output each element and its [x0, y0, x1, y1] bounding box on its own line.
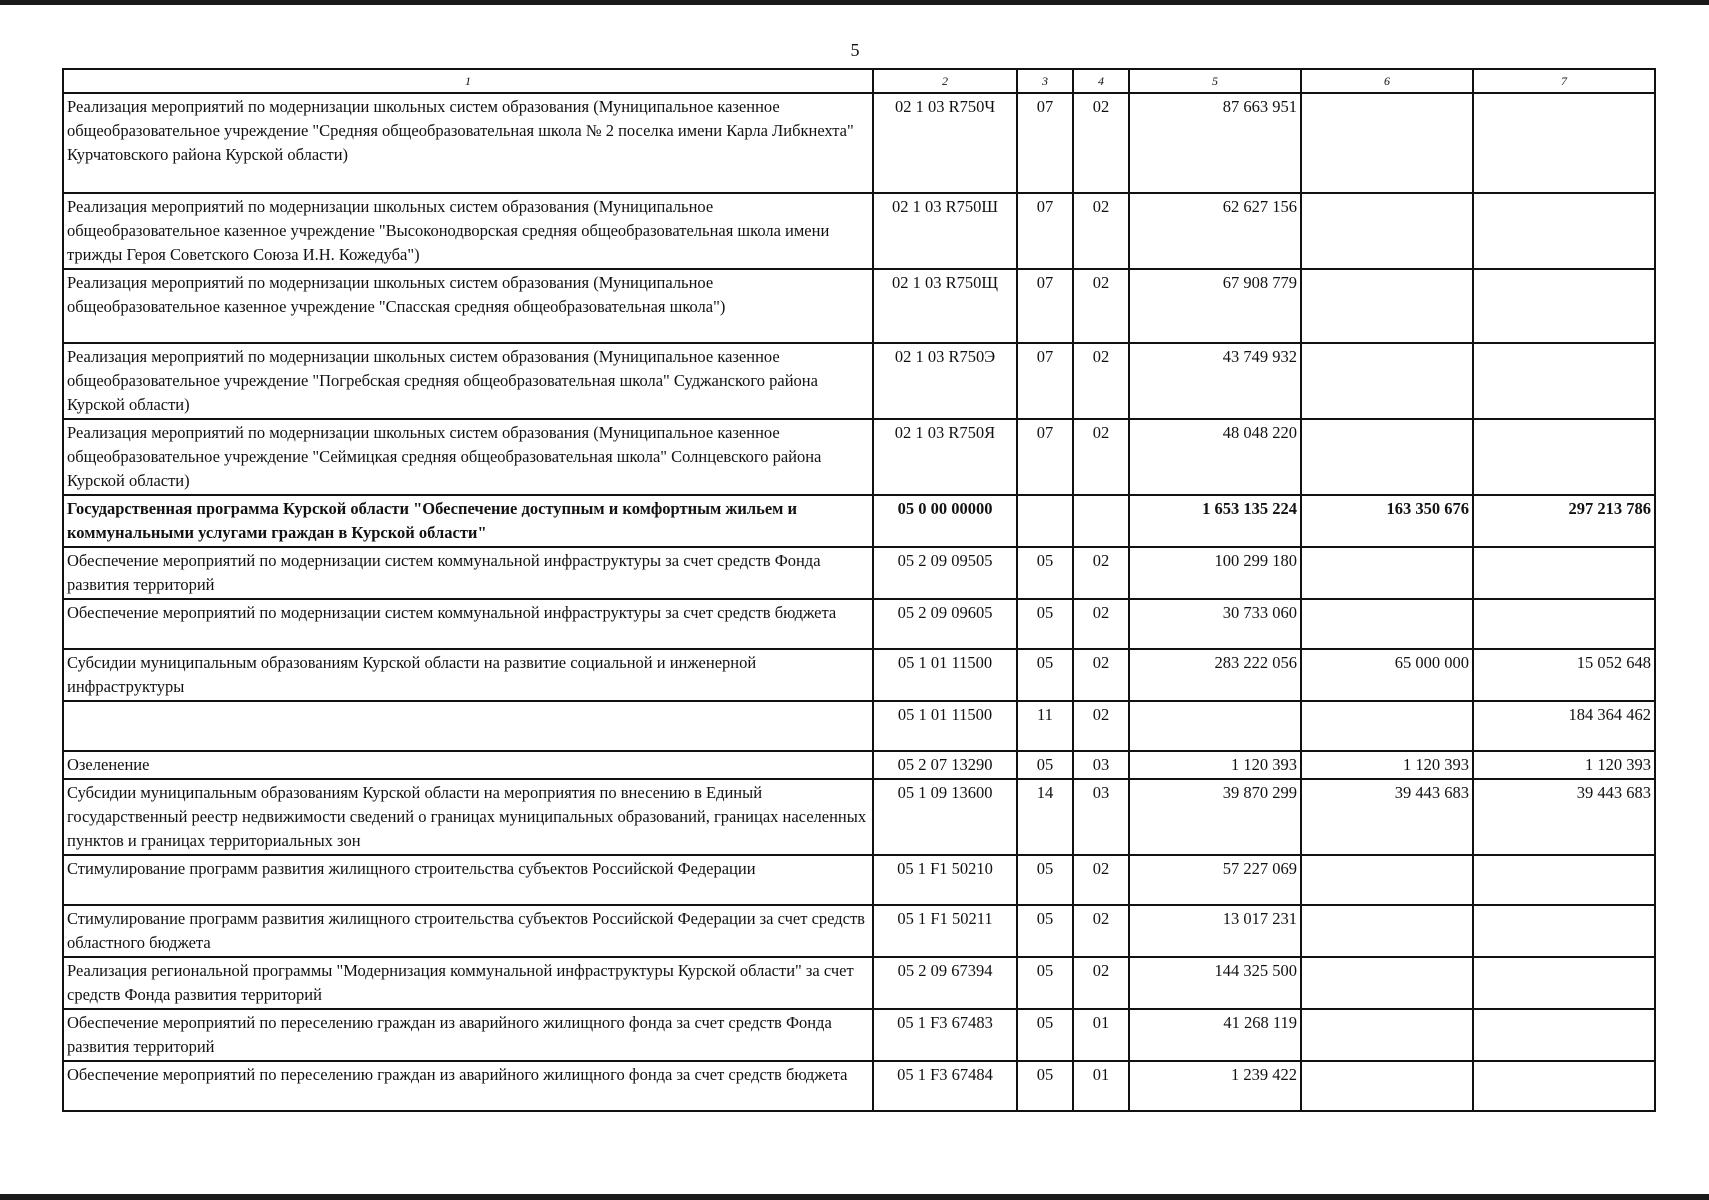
row-code: 02 1 03 R750Э — [873, 343, 1017, 419]
table-row — [63, 779, 1655, 855]
row-section: 07 — [1017, 343, 1073, 419]
column-number-row — [63, 69, 1655, 93]
row-value-col5: 41 268 119 — [1129, 1009, 1301, 1061]
row-value-col6 — [1301, 547, 1473, 599]
row-value-col5: 30 733 060 — [1129, 599, 1301, 649]
row-value-col7 — [1473, 269, 1655, 343]
row-section: 07 — [1017, 269, 1073, 343]
row-value-col7 — [1473, 905, 1655, 957]
row-section: 05 — [1017, 905, 1073, 957]
row-value-col6 — [1301, 93, 1473, 193]
row-value-col7 — [1473, 599, 1655, 649]
row-value-col7: 297 213 786 — [1473, 495, 1655, 547]
row-value-col5: 62 627 156 — [1129, 193, 1301, 269]
row-value-col7 — [1473, 343, 1655, 419]
row-name: Реализация мероприятий по модернизации школьных систем образования (Муниципальное общеобразовательное казенное учреждение "Высоконодворская средняя общеобразовательная школа имени трижды Героя Советского Союза И.Н. Кожедуба") — [63, 193, 873, 269]
row-name: Стимулирование программ развития жилищного строительства субъектов Российской Федерации — [63, 855, 873, 905]
row-section: 05 — [1017, 649, 1073, 701]
column-header: 4 — [1073, 69, 1129, 93]
row-subsection: 02 — [1073, 957, 1129, 1009]
scan-top-edge — [0, 0, 1709, 5]
row-subsection: 02 — [1073, 269, 1129, 343]
row-subsection: 03 — [1073, 751, 1129, 779]
row-code: 02 1 03 R750Я — [873, 419, 1017, 495]
row-section: 05 — [1017, 599, 1073, 649]
row-code: 05 1 F3 67483 — [873, 1009, 1017, 1061]
row-value-col5: 100 299 180 — [1129, 547, 1301, 599]
budget-table — [62, 68, 1656, 1112]
row-subsection: 02 — [1073, 93, 1129, 193]
row-value-col6 — [1301, 701, 1473, 751]
row-value-col6: 1 120 393 — [1301, 751, 1473, 779]
row-value-col6 — [1301, 1061, 1473, 1111]
row-name: Обеспечение мероприятий по модернизации систем коммунальной инфраструктуры за счет средств Фонда развития территорий — [63, 547, 873, 599]
row-code: 02 1 03 R750Ш — [873, 193, 1017, 269]
row-value-col6 — [1301, 419, 1473, 495]
row-code: 05 1 09 13600 — [873, 779, 1017, 855]
row-section: 11 — [1017, 701, 1073, 751]
row-section — [1017, 495, 1073, 547]
row-value-col6 — [1301, 599, 1473, 649]
row-section: 07 — [1017, 93, 1073, 193]
row-value-col6 — [1301, 905, 1473, 957]
row-code: 05 1 01 11500 — [873, 701, 1017, 751]
row-value-col5: 87 663 951 — [1129, 93, 1301, 193]
row-name: Обеспечение мероприятий по модернизации систем коммунальной инфраструктуры за счет средств бюджета — [63, 599, 873, 649]
row-value-col7 — [1473, 855, 1655, 905]
row-subsection: 01 — [1073, 1009, 1129, 1061]
table-row — [63, 419, 1655, 495]
row-value-col6 — [1301, 343, 1473, 419]
row-value-col7 — [1473, 193, 1655, 269]
table-row — [63, 701, 1655, 751]
row-name: Обеспечение мероприятий по переселению граждан из аварийного жилищного фонда за счет средств Фонда развития территорий — [63, 1009, 873, 1061]
row-name: Стимулирование программ развития жилищного строительства субъектов Российской Федерации за счет средств областного бюджета — [63, 905, 873, 957]
row-subsection: 02 — [1073, 547, 1129, 599]
row-value-col5: 48 048 220 — [1129, 419, 1301, 495]
row-name: Озеленение — [63, 751, 873, 779]
row-value-col5: 1 239 422 — [1129, 1061, 1301, 1111]
row-value-col5: 67 908 779 — [1129, 269, 1301, 343]
column-header: 3 — [1017, 69, 1073, 93]
row-section: 05 — [1017, 1009, 1073, 1061]
table-row — [63, 957, 1655, 1009]
row-subsection: 02 — [1073, 419, 1129, 495]
table-row — [63, 93, 1655, 193]
row-value-col6 — [1301, 193, 1473, 269]
row-value-col6: 163 350 676 — [1301, 495, 1473, 547]
program-row — [63, 495, 1655, 547]
row-value-col7: 1 120 393 — [1473, 751, 1655, 779]
table-row — [63, 547, 1655, 599]
table-row — [63, 751, 1655, 779]
row-code: 05 2 07 13290 — [873, 751, 1017, 779]
row-value-col5: 1 653 135 224 — [1129, 495, 1301, 547]
row-value-col6 — [1301, 855, 1473, 905]
table-row — [63, 855, 1655, 905]
row-value-col7 — [1473, 547, 1655, 599]
row-value-col5: 1 120 393 — [1129, 751, 1301, 779]
row-subsection: 02 — [1073, 343, 1129, 419]
row-section: 05 — [1017, 957, 1073, 1009]
row-value-col6: 65 000 000 — [1301, 649, 1473, 701]
row-name: Реализация мероприятий по модернизации школьных систем образования (Муниципальное казенное общеобразовательное учреждение "Погребская средняя общеобразовательная школа" Суджанского района Курской области) — [63, 343, 873, 419]
row-value-col6 — [1301, 1009, 1473, 1061]
table-row — [63, 269, 1655, 343]
table-row — [63, 599, 1655, 649]
column-header: 5 — [1129, 69, 1301, 93]
row-value-col7 — [1473, 93, 1655, 193]
page-number: 5 — [850, 40, 860, 60]
table-row — [63, 193, 1655, 269]
row-code: 05 2 09 09605 — [873, 599, 1017, 649]
row-value-col7: 15 052 648 — [1473, 649, 1655, 701]
row-value-col6: 39 443 683 — [1301, 779, 1473, 855]
row-subsection: 02 — [1073, 905, 1129, 957]
row-value-col7 — [1473, 419, 1655, 495]
row-value-col7 — [1473, 957, 1655, 1009]
row-value-col7 — [1473, 1061, 1655, 1111]
row-section: 07 — [1017, 193, 1073, 269]
row-subsection: 01 — [1073, 1061, 1129, 1111]
table-row — [63, 1009, 1655, 1061]
row-subsection: 02 — [1073, 599, 1129, 649]
row-value-col5: 283 222 056 — [1129, 649, 1301, 701]
column-header: 1 — [63, 69, 873, 93]
row-subsection: 02 — [1073, 193, 1129, 269]
row-code: 05 0 00 00000 — [873, 495, 1017, 547]
row-name: Обеспечение мероприятий по переселению граждан из аварийного жилищного фонда за счет средств бюджета — [63, 1061, 873, 1111]
column-header: 6 — [1301, 69, 1473, 93]
row-value-col5: 39 870 299 — [1129, 779, 1301, 855]
row-code: 05 1 01 11500 — [873, 649, 1017, 701]
row-subsection: 02 — [1073, 855, 1129, 905]
table-row — [63, 905, 1655, 957]
row-value-col7: 184 364 462 — [1473, 701, 1655, 751]
row-name — [63, 701, 873, 751]
row-section: 05 — [1017, 1061, 1073, 1111]
scan-bottom-edge — [0, 1194, 1709, 1200]
row-name: Субсидии муниципальным образованиям Курской области на мероприятия по внесению в Единый государственный реестр недвижимости сведений о границах муниципальных образований, границах населенных пунктов и границах территориальных зон — [63, 779, 873, 855]
row-value-col6 — [1301, 269, 1473, 343]
row-code: 05 1 F1 50210 — [873, 855, 1017, 905]
table-row — [63, 649, 1655, 701]
row-value-col5: 57 227 069 — [1129, 855, 1301, 905]
row-value-col5: 43 749 932 — [1129, 343, 1301, 419]
row-subsection: 02 — [1073, 649, 1129, 701]
row-value-col5: 13 017 231 — [1129, 905, 1301, 957]
row-code: 02 1 03 R750Ч — [873, 93, 1017, 193]
row-name: Реализация региональной программы "Модернизация коммунальной инфраструктуры Курской области" за счет средств Фонда развития территорий — [63, 957, 873, 1009]
row-value-col6 — [1301, 957, 1473, 1009]
column-header: 2 — [873, 69, 1017, 93]
row-value-col7: 39 443 683 — [1473, 779, 1655, 855]
row-subsection: 03 — [1073, 779, 1129, 855]
row-section: 05 — [1017, 547, 1073, 599]
row-value-col5 — [1129, 701, 1301, 751]
row-value-col5: 144 325 500 — [1129, 957, 1301, 1009]
row-name: Реализация мероприятий по модернизации школьных систем образования (Муниципальное казенное общеобразовательное учреждение "Средняя общеобразовательная школа № 2 поселка имени Карла Либкнехта" Курчатовского района Курской области) — [63, 93, 873, 193]
row-subsection: 02 — [1073, 701, 1129, 751]
row-section: 07 — [1017, 419, 1073, 495]
row-name: Реализация мероприятий по модернизации школьных систем образования (Муниципальное общеобразовательное казенное учреждение "Спасская средняя общеобразовательная школа") — [63, 269, 873, 343]
row-subsection — [1073, 495, 1129, 547]
row-code: 05 1 F3 67484 — [873, 1061, 1017, 1111]
row-section: 05 — [1017, 751, 1073, 779]
row-code: 02 1 03 R750Щ — [873, 269, 1017, 343]
row-name: Субсидии муниципальным образованиям Курской области на развитие социальной и инженерной инфраструктуры — [63, 649, 873, 701]
column-header: 7 — [1473, 69, 1655, 93]
table-row — [63, 343, 1655, 419]
row-code: 05 2 09 67394 — [873, 957, 1017, 1009]
row-section: 14 — [1017, 779, 1073, 855]
program-name: Государственная программа Курской области "Обеспечение доступным и комфортным жильем и коммунальными услугами граждан в Курской области" — [63, 495, 873, 547]
table-row — [63, 1061, 1655, 1111]
row-value-col7 — [1473, 1009, 1655, 1061]
row-code: 05 1 F1 50211 — [873, 905, 1017, 957]
row-code: 05 2 09 09505 — [873, 547, 1017, 599]
row-name: Реализация мероприятий по модернизации школьных систем образования (Муниципальное казенное общеобразовательное учреждение "Сеймицкая средняя общеобразовательная школа" Солнцевского района Курской области) — [63, 419, 873, 495]
row-section: 05 — [1017, 855, 1073, 905]
